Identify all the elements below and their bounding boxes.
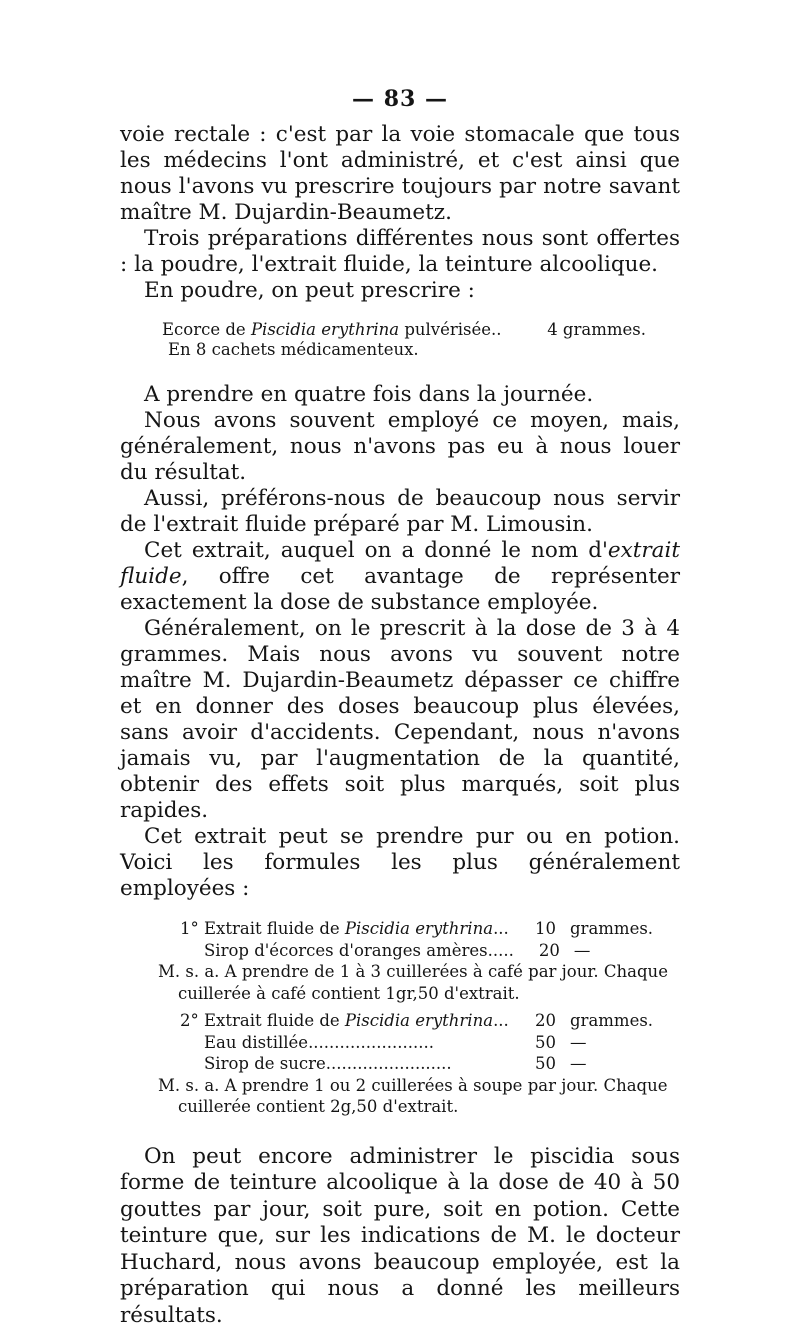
formula2-line3: Sirop de sucre ........................ 50 — xyxy=(120,1053,680,1075)
paragraph-6: Aussi, préférons-nous de beaucoup nous servir de l'extrait fluide préparé par M. Limousin. xyxy=(120,486,680,538)
formula1-line1: 1° Extrait fluide de Piscidia erythrina ... 10 grammes. xyxy=(120,918,680,940)
closing-text xyxy=(120,1144,680,1329)
paragraph-9: Cet extrait peut se prendre pur ou en potion. Voici les formules les plus généralement employées : xyxy=(120,824,680,902)
formula2-line2: Eau distillée ........................ 50 — xyxy=(120,1032,680,1054)
paragraph-3: En poudre, on peut prescrire : xyxy=(120,278,680,304)
page-number: — 83 — xyxy=(120,86,680,112)
main-text-2 xyxy=(120,382,680,902)
paragraph-2: Trois préparations différentes nous sont offertes : la poudre, l'extrait fluide, la teinture alcoolique. xyxy=(120,226,680,278)
paragraph-5: Nous avons souvent employé ce moyen, mais, généralement, nous n'avons pas eu à nous louer du résultat. xyxy=(120,408,680,486)
book-page xyxy=(120,86,680,1329)
formula1-usage: M. s. a. A prendre de 1 à 3 cuillerées à café par jour. Chaque xyxy=(120,961,680,983)
paragraph-4: A prendre en quatre fois dans la journée. xyxy=(120,382,680,408)
formulas-block xyxy=(120,918,680,1118)
formula2-usage: M. s. a. A prendre 1 ou 2 cuillerées à soupe par jour. Chaque xyxy=(120,1075,680,1097)
powder-recipe xyxy=(162,320,680,360)
paragraph-10: On peut encore administrer le piscidia sous forme de teinture alcoolique à la dose de 40 à 50 gouttes par jour, soit pure, soit en potion. Cette teinture que, sur les indications de M. le docteur Huchard, nous avons beaucoup employée, est la préparation qui nous a donné les meilleurs résultats. xyxy=(120,1144,680,1329)
paragraph-7: Cet extrait, auquel on a donné le nom d'extrait fluide, offre cet avantage de représenter exactement la dose de substance employée. xyxy=(120,538,680,616)
paragraph-8: Généralement, on le prescrit à la dose de 3 à 4 grammes. Mais nous avons vu souvent notre maître M. Dujardin-Beaumetz dépasser ce chiffre et en donner des doses beaucoup plus élevées, sans avoir d'accidents. Cependant, nous n'avons jamais vu, par l'augmentation de la quantité, obtenir des effets soit plus marqués, soit plus rapides. xyxy=(120,616,680,824)
recipe-ingredient: Ecorce de Piscidia erythrina pulvérisée.. xyxy=(162,320,502,340)
recipe-quantity: 4 grammes. xyxy=(547,320,680,340)
formula2-line1: 2° Extrait fluide de Piscidia erythrina ... 20 grammes. xyxy=(120,1010,680,1032)
formula1-content: cuillerée à café contient 1gr,50 d'extrait. xyxy=(120,983,680,1005)
formula2-content: cuillerée contient 2g,50 d'extrait. xyxy=(120,1096,680,1118)
paragraph-1: voie rectale : c'est par la voie stomacale que tous les médecins l'ont administré, et c'est ainsi que nous l'avons vu prescrire toujours par notre savant maître M. Dujardin-Beaumetz. xyxy=(120,122,680,226)
recipe-instruction: En 8 cachets médicamenteux. xyxy=(162,340,680,360)
main-text xyxy=(120,122,680,304)
recipe-line xyxy=(162,320,680,340)
formula1-line2: Sirop d'écorces d'oranges amères ..... 20 — xyxy=(120,940,680,962)
